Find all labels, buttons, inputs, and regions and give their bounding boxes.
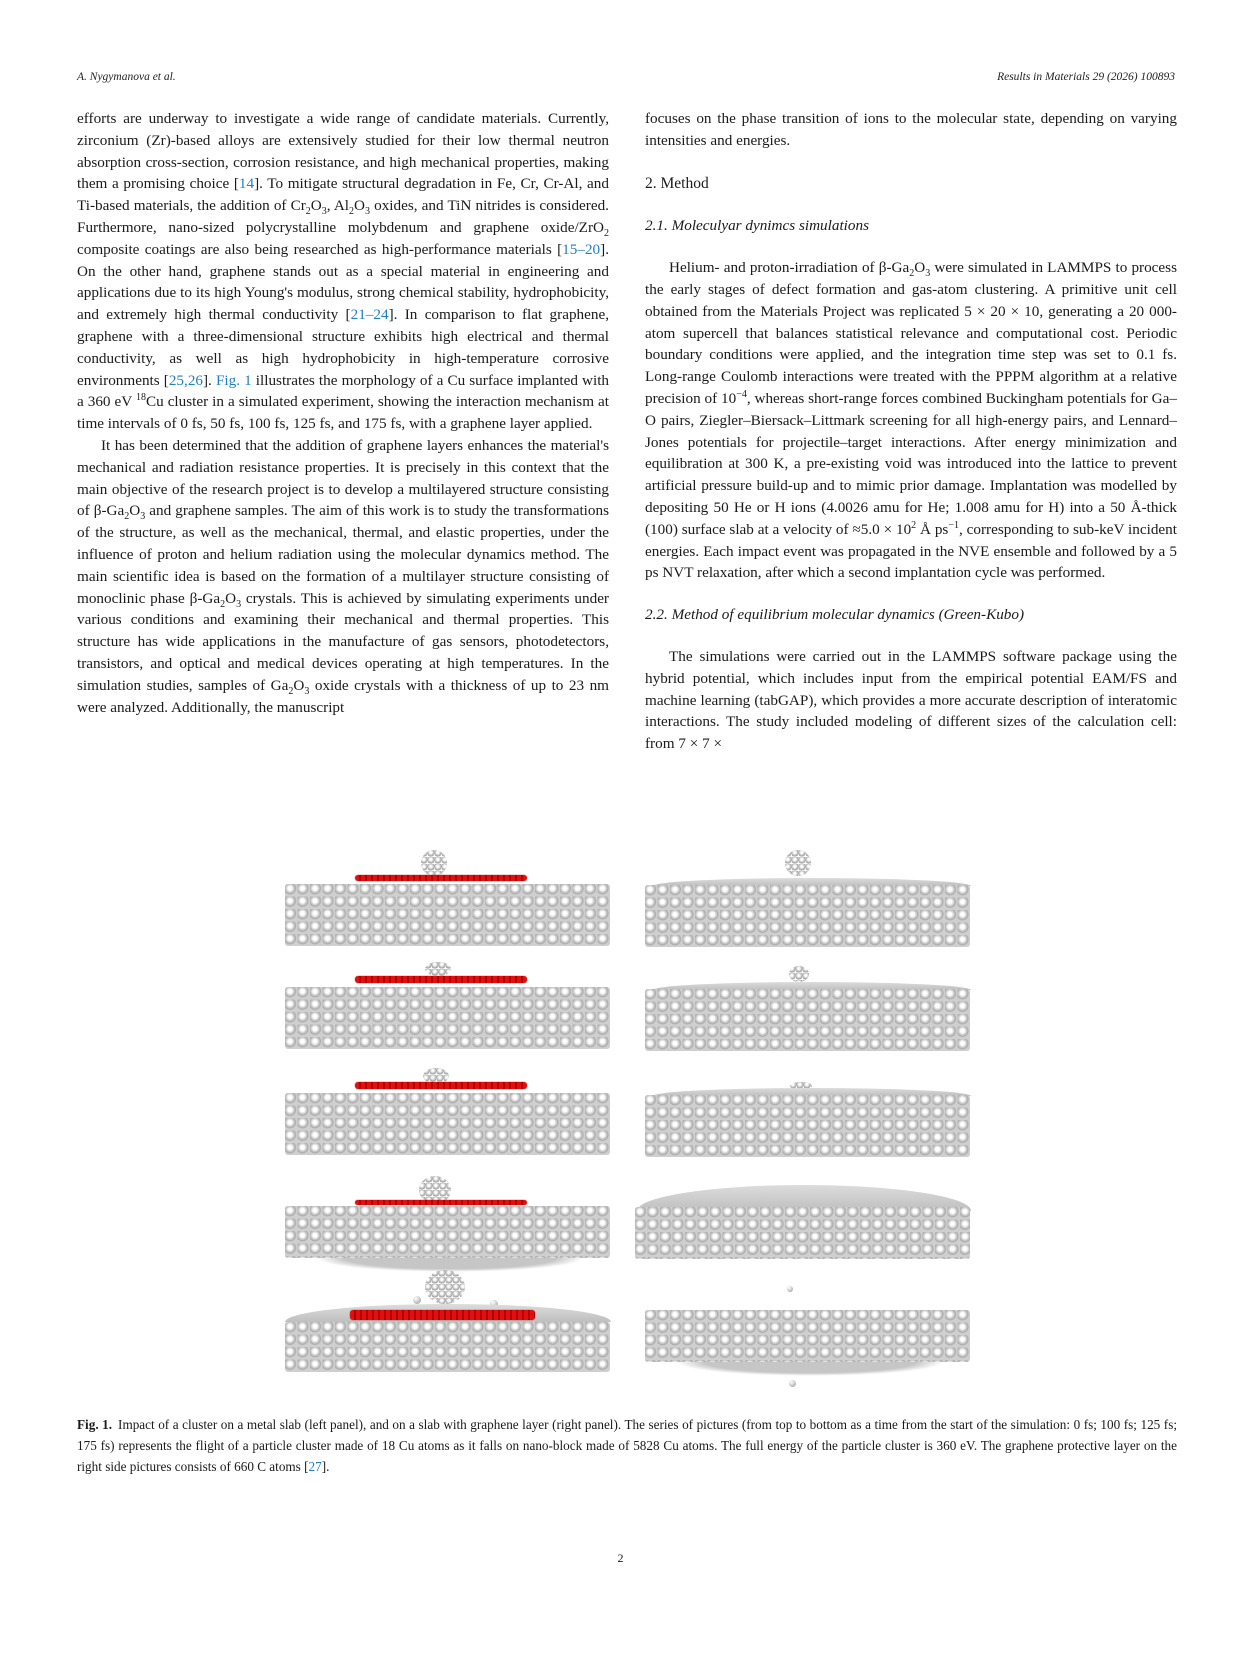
cu-cluster [785,850,811,876]
cu-slab [645,1310,970,1362]
cu-slab [285,884,610,946]
graphene-layer [355,976,527,983]
figure-1 [275,880,975,1385]
graphene-layer [355,1200,527,1205]
cu-atom [787,1286,793,1292]
graphene-layer [350,1310,535,1320]
subsection-heading-md-simulations: 2.1. Moleculyar dynimcs simulations [645,217,869,235]
section-heading-method: 2. Method [645,174,709,192]
graphene-layer [355,875,527,881]
cu-atom [789,1380,796,1387]
slab-deformation [675,1362,945,1376]
running-head-authors: A. Nygymanova et al. [77,71,176,83]
right-column [645,108,1177,755]
paragraph-green-kubo: The simulations were carried out in the LAMMPS software package using the hybrid potential, which includes input from the empirical potential EAM/FS and machine learning (tabGAP), which provides a more accurate description of interatomic interactions. The study included modeling of different sizes of the calculation cell: from 7 × 7 × [645,647,1177,753]
cu-cluster [789,966,809,982]
citation-link[interactable]: 27 [308,1459,322,1474]
paragraph-objective: It has been determined that the addition of graphene layers enhances the material's mechanical and radiation resistance properties. It is precisely in this context that the main objective of the research project is to develop a multilayered structure consisting of $\beta-Ga_2O_3$ and graphene samples. The aim of this work is to study the transformations of the structure, as well as the mechanical, thermal, and elastic properties, under the influence of proton and helium radiation using the molecular dynamics method. The main scientific idea is based on the formation of a multilayer structure consisting of monoclinic phase $\beta-Ga_2O_3$ crystals. This is achieved by simulating experiments under various conditions and examining their mechanical and thermal properties. This structure has wide applications in the manufacture of gas sensors, photodetectors, transistors, and optical and medical devices operating at high temperatures. In the simulation studies, samples of $Ga_2O_3$ oxide crystals with a thickness of up to 23 nm were analyzed. Additionally, the manuscript [77,436,609,716]
paragraph-intro-end: focuses on the phase transition of ions to the molecular state, depending on varying intensities and energies. [645,110,1177,149]
graphene-layer [355,1082,527,1089]
citation-link[interactable]: 15–20 [562,240,601,258]
cu-atom [413,1296,421,1304]
cu-slab [285,987,610,1049]
cu-slab [285,1322,610,1372]
figure-label: Fig. 1. [77,1417,113,1432]
citation-link[interactable]: 21–24 [350,306,389,324]
citation-link[interactable]: 14 [238,175,255,193]
figure-right-panel [635,880,975,1385]
left-column [77,108,609,718]
cu-slab [645,989,970,1051]
figure-left-panel [275,880,615,1385]
cu-slab [635,1207,970,1259]
cu-slab [645,885,970,947]
cu-cluster [425,1270,465,1304]
cu-slab [285,1206,610,1258]
citation-link[interactable]: 25,26 [168,371,203,389]
paragraph-md-simulations: Helium- and proton-irradiation of $\beta-Ga_2O_3$ were simulated in LAMMPS to process the early stages of defect formation and gas-atom clustering. A primitive unit cell obtained from the Materials Project was replicated 5 × 20 × 10, generating a 20 000-atom supercell that balances statistical relevance and computational cost. Periodic boundary conditions were applied, and the integration time step was set to 0.1 fs. Long-range Coulomb interactions were treated with the PPPM algorithm at a relative precision of $10^{-4}$, whereas short-range forces combined Buckingham potentials for Ga–O pairs, Ziegler–Biersack–Littmark screening for all high-energy pairs, and Lennard–Jones potentials for projectile–target interactions. After energy minimization and equilibration at 300 K, a pre-existing void was introduced into the lattice to prevent artificial pressure build-up and to mimic prior damage. Implantation was modelled by depositing 50 He or H ions (4.0026 amu for He; 1.008 amu for H) into a 50 Å-thick (100) surface slab at a velocity of $\approx 5.0 \times 10^2$ Å $ps^{-1}$, corresponding to sub-keV incident energies. Each impact event was propagated in the NVE ensemble and followed by a 5 ps NVT relaxation, after which a second implantation cycle was performed. [645,259,1177,582]
cu-cluster [421,850,447,876]
page-number: 2 [617,1551,624,1565]
subsection-heading-green-kubo: 2.2. Method of equilibrium molecular dynamics (Green-Kubo) [645,606,1025,624]
running-head-journal: Results in Materials 29 (2026) 100893 [997,71,1175,83]
figure-caption: Fig. 1. Impact of a cluster on a metal slab (left panel), and on a slab with graphene layer (right panel). The series of pictures (from top to bottom as a time from the start of the simulation: 0 fs; 100 fs; 125 fs; 175 fs) represents the flight of a particle cluster made of 18 Cu atoms as it falls on nano-block made of 5828 Cu atoms. The full energy of the particle cluster is 360 eV. The graphene protective layer on the right side pictures consists of 660 C atoms [27]. [77,1417,1177,1474]
cu-slab [285,1093,610,1155]
cu-cluster [425,962,451,976]
figure-link[interactable]: Fig. 1 [215,371,252,389]
paragraph-intro-continued: efforts are underway to investigate a wide range of candidate materials. Currently, zirconium (Zr)-based alloys are extensively studied for their low thermal neutron absorption cross-section, corrosion resistance, and high mechanical properties, making them a promising choice [14]. To mitigate structural degradation in Fe, Cr, Cr-Al, and Ti-based materials, the addition of $Cr_2O_3$, $Al_2O_3$ oxides, and TiN nitrides is considered. Furthermore, nano-sized polycrystalline molybdenum and graphene oxide/ZrO$_2$ composite coatings are also being researched as high-performance materials [15–20]. On the other hand, graphene stands out as a special material in engineering and applications due to its high Young's modulus, strong chemical stability, hydrophobicity, and extremely high thermal conductivity [21–24]. In comparison to flat graphene, graphene with a three-dimensional structure exhibits high electrical and thermal conductivity, as well as high hydrophobicity in high-temperature corrosive environments [25,26]. Fig. 1 illustrates the morphology of a Cu surface implanted with a 360 eV $^{18}$Cu cluster in a simulated experiment, showing the interaction mechanism at time intervals of 0 fs, 50 fs, 100 fs, 125 fs, and 175 fs, with a graphene layer applied. [77,110,610,433]
cu-slab [645,1095,970,1157]
